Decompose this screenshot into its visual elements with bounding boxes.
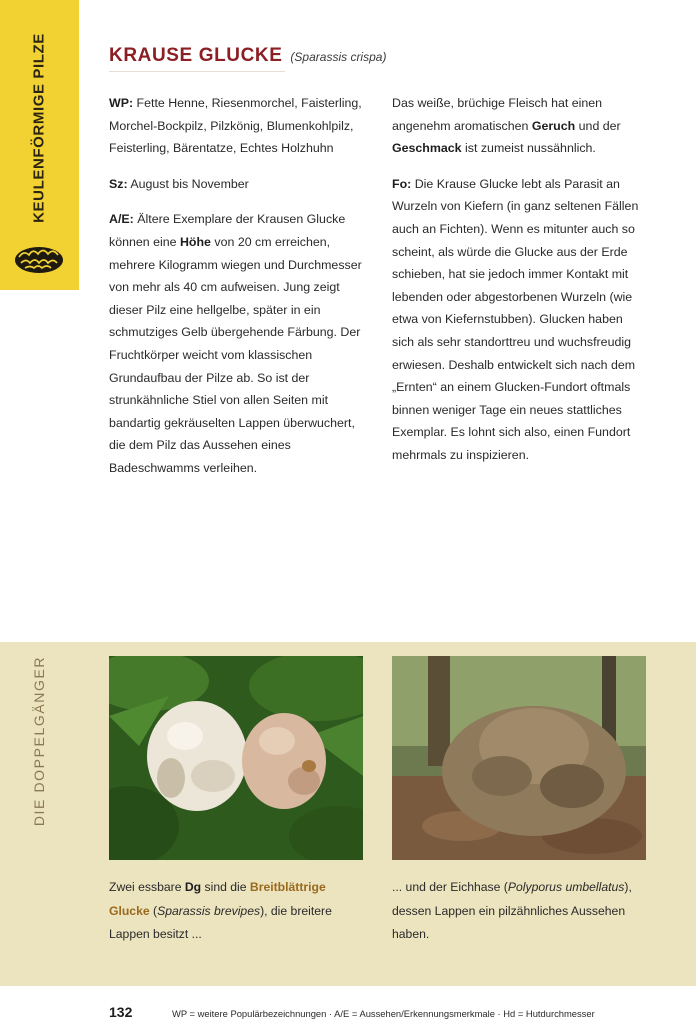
- ae-label: A/E:: [109, 212, 134, 227]
- caption-1-dg: Dg: [184, 880, 202, 894]
- ae-text-2: von 20 cm erreichen, mehrere Kilogramm wiegen und Durchmesser von mehr als 40 cm aufweisen. Jung zeigt dieser Pilz eine hellgelbe, später in ein schmutziges Gelb übergehende Färbung. Der Fruchtkörper weicht vom klassischen Grundaufbau der Pilze ab. So ist der strunkähnliche Stiel von allen Seiten mit bandartig gekräuselten Lappen überwuchert, die dem Pilz das Aussehen eines Badeschwamms verleihen.: [109, 234, 362, 475]
- fleisch-text-3: ist zumeist nussähnlich.: [461, 141, 596, 156]
- mushroom-icon: [13, 242, 65, 276]
- caption-2-latin: Polyporus umbellatus: [507, 880, 625, 894]
- sz-paragraph: [109, 173, 363, 196]
- fo-text: Die Krause Glucke lebt als Parasit an Wurzeln von Kiefern (in ganz seltenen Fällen auch an Fichten). Wenn es mitunter auch so scheint, als würde die Glucke aus der Erde schieben, hat sie jedoch immer Kontakt mit lebenden oder abgestorbenen Wurzeln (wie etwa von Kiefernstubben). Glucken haben sich als sehr standorttreu und wuchsfreudig erwiesen. Deshalb entwickelt sich nach dem „Ernten“ an einem Glucken-Fundort oftmals binnen weniger Tage ein neues stattliches Exemplar. Es lohnt sich also, einen Fundort mehrmals zu inspizieren.: [392, 176, 639, 462]
- ae-paragraph: [109, 208, 363, 479]
- latin-name: (Sparassis crispa): [290, 50, 387, 64]
- caption-1-text-4: ), die breitere Lappen besitzt ...: [109, 903, 332, 941]
- caption-1-latin: Sparassis brevipes: [157, 903, 261, 918]
- article-title-text: KRAUSE GLUCKE: [109, 45, 283, 66]
- right-column: [392, 92, 642, 480]
- caption-1-text-3: (: [149, 903, 158, 918]
- doppelgaenger-label: DIE DOPPELGÄNGER: [31, 655, 47, 827]
- caption-2: [392, 876, 642, 947]
- caption-1-text-1: Zwei essbare: [109, 880, 185, 894]
- sz-label: Sz:: [109, 176, 128, 191]
- abbreviation-legend: WP = weitere Populärbezeichnungen · A/E = Aussehen/Erkennungsmerkmale · Hd = Hutdurchmesser: [172, 1008, 595, 1019]
- fo-label: Fo:: [392, 176, 412, 191]
- wp-text: Fette Henne, Riesenmorchel, Faisterling, Morchel-Bockpilz, Pilzkönig, Blumenkohlpilz, Feisterling, Bärentatze, Echtes Holzhuhn: [109, 96, 362, 156]
- fleisch-text-2: und der: [575, 118, 621, 133]
- ae-bold-hoehe: Höhe: [179, 234, 211, 249]
- page-number: 132: [109, 1004, 133, 1020]
- fleisch-paragraph: [392, 92, 642, 160]
- wp-paragraph: [109, 92, 363, 160]
- title-underline: [109, 71, 285, 72]
- section-tab-label: KEULENFÖRMIGE PILZE: [30, 33, 48, 223]
- caption-1-text-2: sind die: [201, 880, 250, 894]
- ae-text-1: Ältere Exemplare der Krausen Glucke können eine: [109, 212, 346, 249]
- sz-text: August bis November: [127, 176, 249, 191]
- fleisch-bold-geschmack: Geschmack: [392, 141, 462, 156]
- photo-breitblaettrige-glucke: [109, 656, 363, 860]
- caption-1-species-name: Breitblättrige Glucke: [109, 880, 326, 918]
- caption-2-text-1: ... und der Eichhase (: [392, 880, 508, 894]
- caption-2-text-2: ), dessen Lappen ein pilzähnliches Aussehen haben.: [392, 880, 632, 941]
- wp-label: WP:: [109, 96, 134, 110]
- left-column: [109, 92, 363, 493]
- photo-eichhase: [392, 656, 646, 860]
- fo-paragraph: [392, 173, 642, 467]
- fleisch-bold-geruch: Geruch: [531, 118, 576, 133]
- article-title: [109, 45, 386, 67]
- caption-1: [109, 876, 365, 947]
- fleisch-text-1: Das weiße, brüchige Fleisch hat einen angenehm aromatischen: [392, 96, 603, 133]
